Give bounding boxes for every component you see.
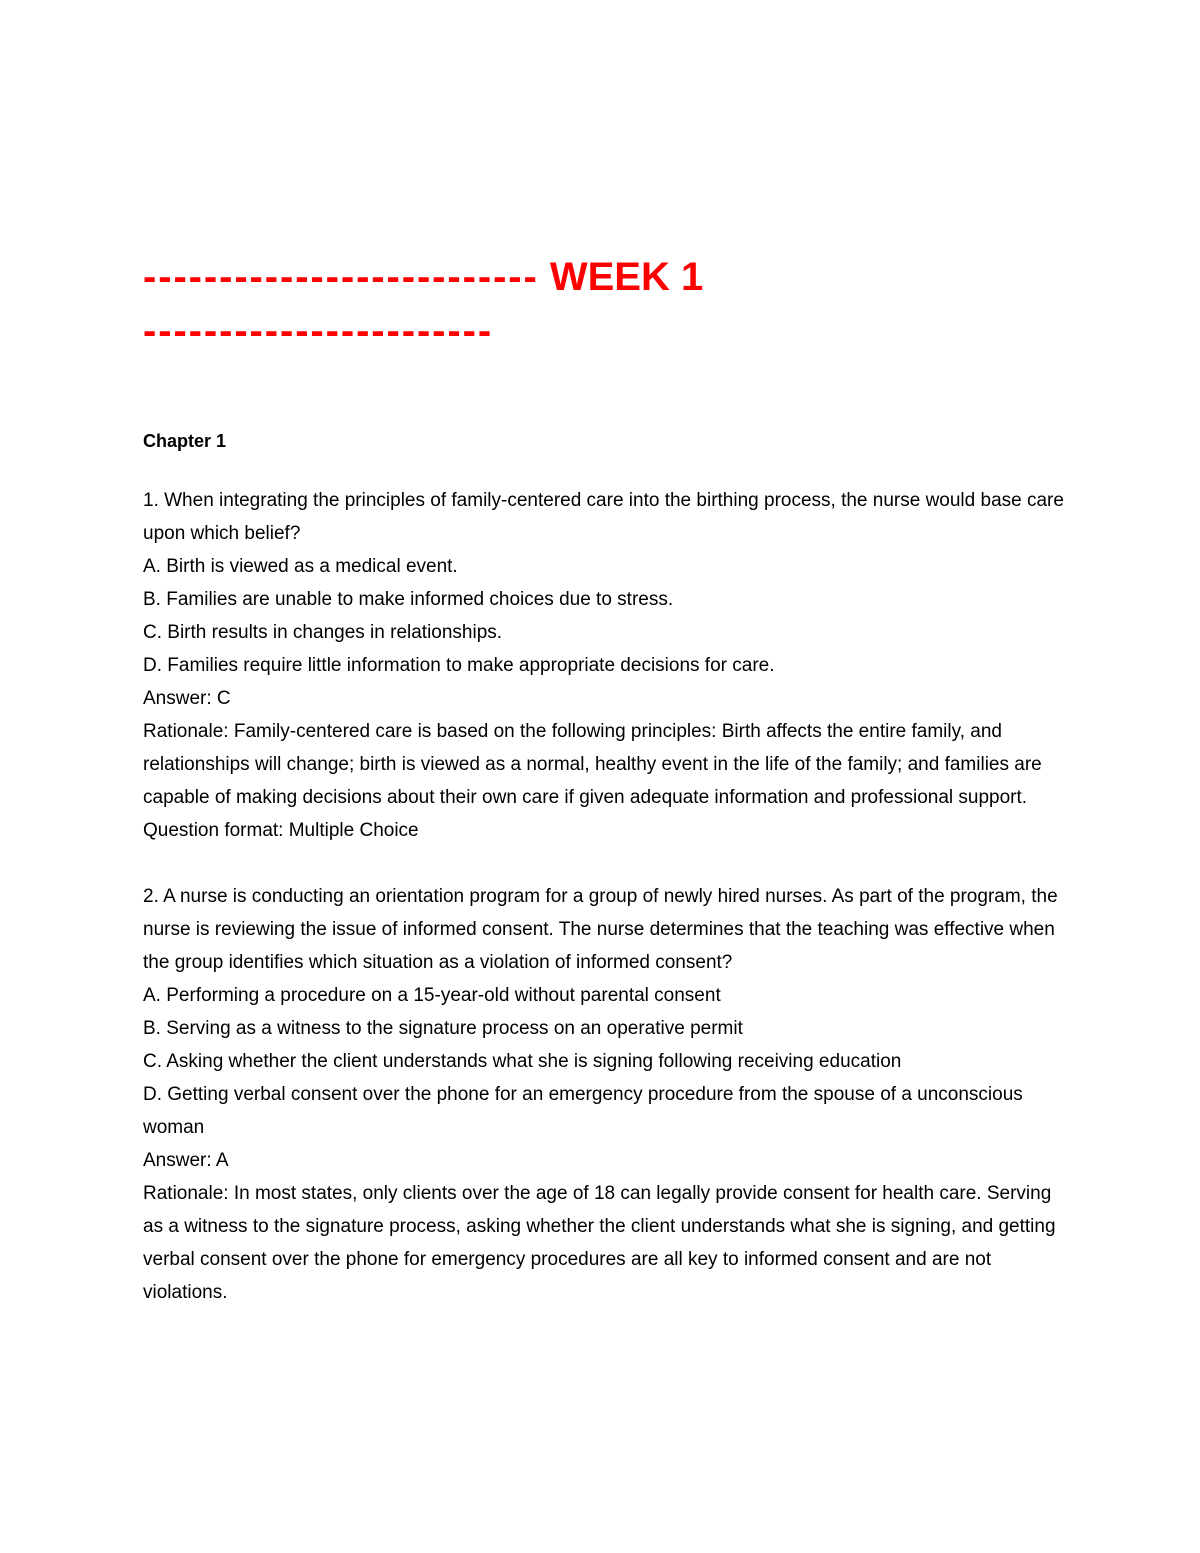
answer-option-c: C. Birth results in changes in relationships. [143, 622, 503, 643]
answer-option-a: A. Birth is viewed as a medical event. [143, 556, 458, 577]
week-heading-line-1 [143, 250, 1063, 304]
answer-option-c: C. Asking whether the client understands what she is signing following receiving education [143, 1051, 902, 1072]
question-format: Question format: Multiple Choice [143, 820, 419, 841]
answer-option-b: B. Families are unable to make informed choices due to stress. [143, 589, 674, 610]
correct-answer: Answer: C [143, 688, 231, 709]
answer-option-d: D. Families require little information to make appropriate decisions for care. [143, 655, 775, 676]
document-body [143, 426, 1073, 1309]
question-stem: 2. A nurse is conducting an orientation program for a group of newly hired nurses. As part of the program, the nurse is reviewing the issue of informed consent. The nurse determines that the teaching was effective when the group identifies which situation as a violation of informed consent? [143, 886, 1058, 973]
heading-dashes-bottom: ----------------------- [143, 309, 494, 353]
chapter-title: Chapter 1 [143, 431, 227, 451]
answer-option-b: B. Serving as a witness to the signature process on an operative permit [143, 1018, 743, 1039]
rationale: Rationale: In most states, only clients over the age of 18 can legally provide consent for health care. Serving as a witness to the signature process, asking whether the client understands what she is signing, and getting verbal consent over the phone for emergency procedures are all key to informed consent and are not violations. [143, 1183, 1056, 1303]
answer-option-d: D. Getting verbal consent over the phone for an emergency procedure from the spouse of a unconscious woman [143, 1084, 1023, 1138]
paragraph-spacer [143, 847, 1073, 880]
question-stem: 1. When integrating the principles of family-centered care into the birthing process, the nurse would base care upon which belief? [143, 490, 1064, 544]
week-heading [143, 250, 1063, 358]
question-2 [143, 880, 1073, 1309]
rationale: Rationale: Family-centered care is based on the following principles: Birth affects the entire family, and relationships will change; birth is viewed as a normal, healthy event in the life of the family; and families are capable of making decisions about their own care if given adequate information and professional support. [143, 721, 1042, 808]
correct-answer: Answer: A [143, 1150, 229, 1171]
answer-option-a: A. Performing a procedure on a 15-year-old without parental consent [143, 985, 721, 1006]
week-title: WEEK 1 [549, 255, 704, 299]
heading-dashes-left: -------------------------- [143, 255, 539, 299]
question-1 [143, 484, 1073, 847]
